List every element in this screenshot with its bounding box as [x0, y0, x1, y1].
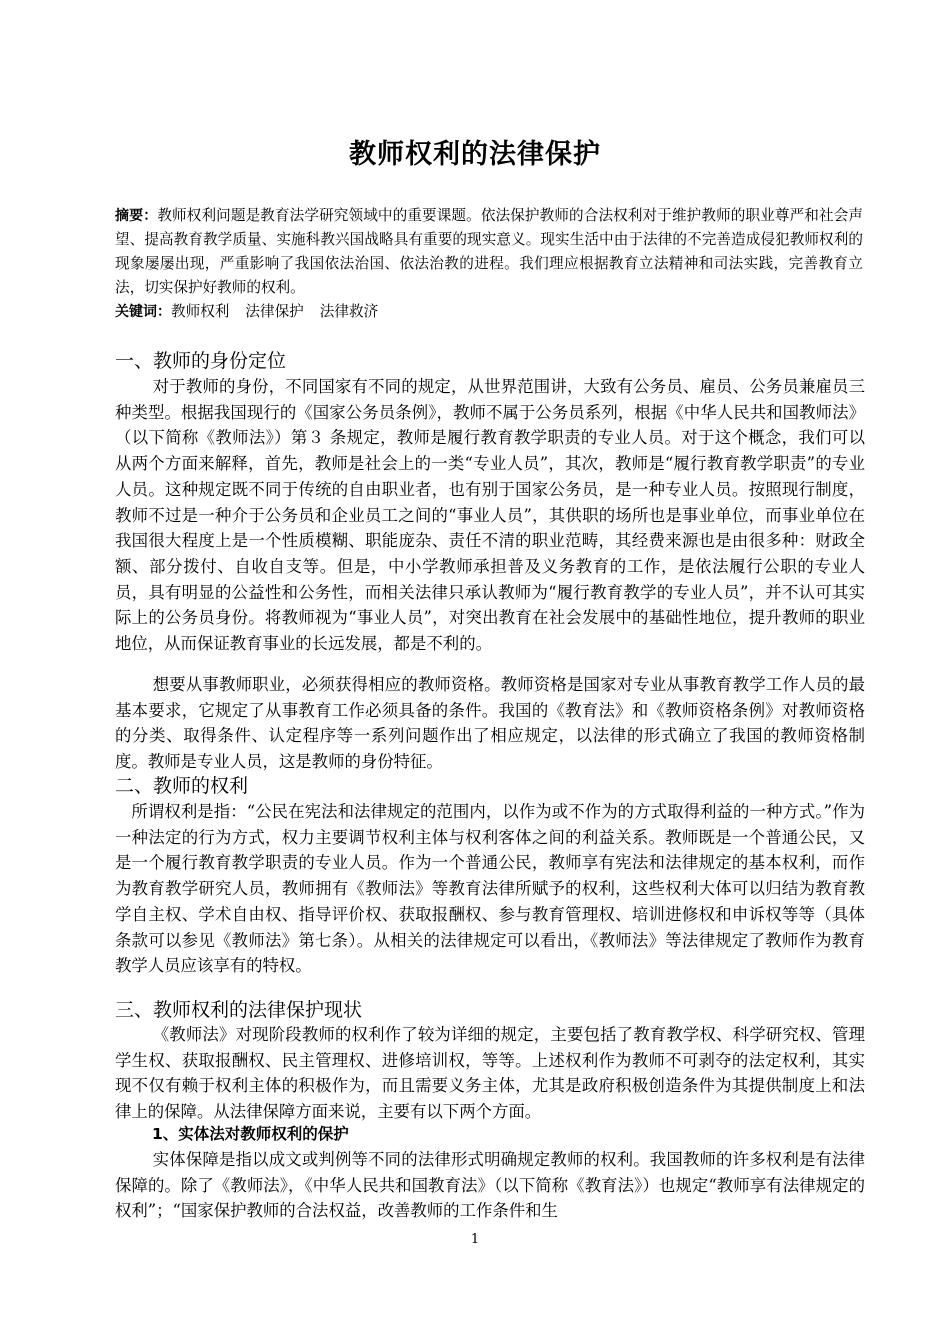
paragraph: 想要从事教师职业，必须获得相应的教师资格。教师资格是国家对专业从事教育教学工作人员的最基本要求，它规定了从事教育工作必须具备的条件。我国的《教育法》和《教师资格条例》对教师资格的分类、取得条件、认定程序等一系列问题作出了相应规定，以法律的形式确立了我国的教师资格制度。教师是专业人员，这是教师的身份特征。 — [115, 675, 865, 772]
page-number: 1 — [470, 1232, 480, 1247]
keywords-label: 关键词： — [115, 304, 171, 320]
keyword-item: 法律保护 — [245, 303, 304, 320]
keyword-item: 教师权利 — [171, 303, 230, 320]
section-heading: 一、教师的身份定位 — [115, 350, 287, 372]
abstract-label: 摘要： — [115, 208, 158, 224]
abstract-text: 教师权利问题是教育法学研究领域中的重要课题。依法保护教师的合法权利对于维护教师的职业尊严和社会声望、提高教育教学质量、实施科教兴国战略具有重要的现实意义。现实生活中由于法律的不完善造成侵犯教师权利的现象屡屡出现，严重影响了我国依法治国、依法治教的进程。我们理应根据教育立法精神和司法实践，完善教育立法，切实保护好教师的权利。 — [115, 207, 864, 296]
keywords — [115, 300, 863, 324]
section-heading: 三、教师权利的法律保护现状 — [115, 999, 363, 1021]
paragraph: 《教师法》对现阶段教师的权利作了较为详细的规定，主要包括了教育教学权、科学研究权、管理学生权、获取报酬权、民主管理权、进修培训权，等等。上述权利作为教师不可剥夺的法定权利，其实现不仅有赖于权利主体的积极作为，而且需要义务主体，尤其是政府积极创造条件为其提供制度上和法律上的保障。从法律保障方面来说，主要有以下两个方面。 — [115, 1025, 865, 1122]
paragraph: 对于教师的身份，不同国家有不同的规定，从世界范围讲，大致有公务员、雇员、公务员兼雇员三种类型。根据我国现行的《国家公务员条例》，教师不属于公务员系列，根据《中华人民共和国教师法》（以下简称《教师法》）第３ 条规定，教师是履行教育教学职责的专业人员。对于这个概念，我们可以从两个方面来解释，首先，教师是社会上的一类“专业人员”，其次，教师是“履行教育教学职责”的专业人员。这种规定既不同于传统的自由职业者，也有别于国家公务员，是一种专业人员。按照现行制度，教师不过是一种介于公务员和企业员工之间的“事业人员”，其供职的场所也是事业单位，而事业单位在我国很大程度上是一个性质模糊、职能庞杂、责任不清的职业范畴，其经费来源也是由很多种：财政全额、部分拨付、自收自支等。但是，中小学教师承担普及义务教育的工作，是依法履行公职的专业人员，具有明显的公益性和公务性，而相关法律只承认教师为“履行教育教学的专业人员”，并不认可其实际上的公务员身份。将教师视为“事业人员”，对突出教育在社会发展中的基础性地位，提升教师的职业地位，从而保证教育事业的长远发展，都是不利的。 — [115, 377, 865, 654]
paragraph: 所谓权利是指：“公民在宪法和法律规定的范围内，以作为或不作为的方式取得利益的一种方式。”作为一种法定的行为方式，权力主要调节权利主体与权利客体之间的利益关系。教师既是一个普通公民，又是一个履行教育教学职责的专业人员。作为一个普通公民，教师享有宪法和法律规定的基本权利，而作为教育教学研究人员，教师拥有《教师法》等教育法律所赋予的权利，这些权利大体可以归结为教育教学自主权、学术自由权、指导评价权、获取报酬权、参与教育管理权、培训进修权和申诉权等等（具体条款可以参见《教师法》第七条）。从相关的法律规定可以看出，《教师法》等法律规定了教师作为教育教学人员应该享有的特权。 — [115, 802, 865, 976]
paragraph: 实体保障是指以成文或判例等不同的法律形式明确规定教师的权利。我国教师的许多权利是有法律保障的。除了《教师法》，《中华人民共和国教育法》（以下简称《教育法》）也规定“教师享有法律规定的权利”；“国家保护教师的合法权益，改善教师的工作条件和生 — [115, 1150, 865, 1221]
section-heading: 二、教师的权利 — [115, 775, 249, 797]
abstract — [115, 204, 863, 300]
document-title: 教师权利的法律保护 — [349, 139, 601, 170]
subsection-heading: 1、实体法对教师权利的保护 — [152, 1125, 349, 1143]
keyword-item: 法律救济 — [319, 303, 379, 320]
